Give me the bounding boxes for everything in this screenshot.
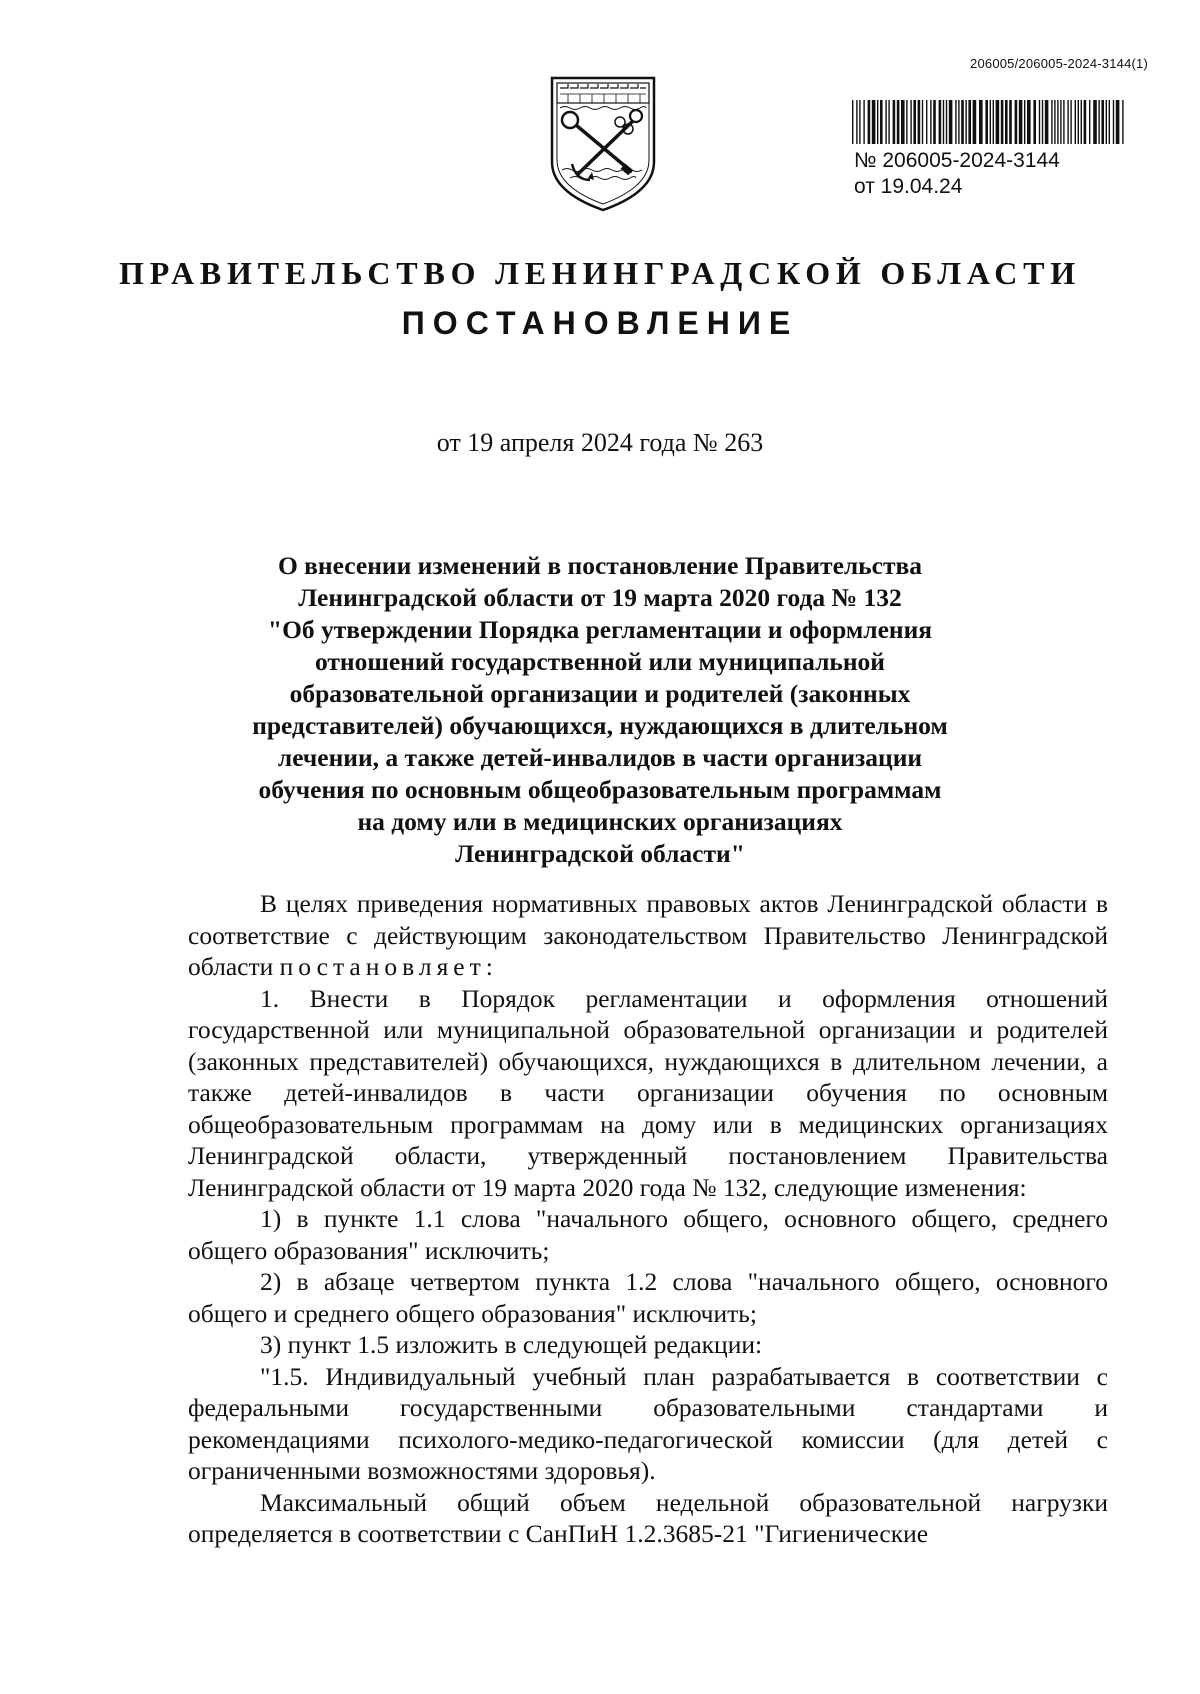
heading-line: на дому или в медицинских организациях xyxy=(357,807,843,836)
coat-of-arms-icon xyxy=(548,74,658,214)
heading-line: образовательной организации и родителей (законных xyxy=(289,679,911,708)
body-paragraph: 3) пункт 1.5 изложить в следующей редакции: xyxy=(260,1330,763,1359)
heading-line: обучения по основным общеобразовательным программам xyxy=(258,775,942,804)
preamble-text: В целях приведения нормативных правовых актов Ленинградской области в соответствие с действующим законодательством Правительство Ленинградской области xyxy=(188,889,1108,981)
body-paragraph: 1. Внести в Порядок регламентации и оформления отношений государственной или муниципальной образовательной организации и родителей (законных представителей) обучающихся, нуждающихся в длительном лечении, а также детей-инвалидов в части организации обучения по основным общеобразовательным программам на дому или в медицинских организациях Ленинградской области, утвержденный постановлением Правительства Ленинградской области от 19 марта 2020 года № 132, следующие изменения: xyxy=(188,983,1108,1202)
body-paragraph: 1) в пункте 1.1 слова "начального общего, основного общего, среднего общего образования" исключить; xyxy=(188,1204,1108,1265)
resolution-body xyxy=(188,888,1108,1550)
barcode-icon xyxy=(852,100,1128,144)
document-reference-code: 206005/206005-2024-3144(1) xyxy=(970,56,1148,71)
body-paragraph: "1.5. Индивидуальный учебный план разрабатывается в соответствии с федеральными государственными образовательными стандартами и рекомендациями психолого-медико-педагогической комиссии (для детей с ограниченными возможностями здоровья). xyxy=(188,1361,1108,1485)
document-type-title: ПОСТАНОВЛЕНИЕ xyxy=(401,305,799,341)
resolution-heading xyxy=(170,550,1030,870)
decree-word: постановляет: xyxy=(279,952,498,981)
registration-number: № 206005-2024-3144 xyxy=(854,149,1060,172)
registration-date: от 19.04.24 xyxy=(854,175,963,198)
government-title: ПРАВИТЕЛЬСТВО ЛЕНИНГРАДСКОЙ ОБЛАСТИ xyxy=(119,255,1081,291)
registration-block xyxy=(852,100,1140,200)
heading-line: "Об утверждении Порядка регламентации и оформления xyxy=(267,615,933,644)
heading-line: представителей) обучающихся, нуждающихся в длительном xyxy=(252,711,948,740)
resolution-date-number: от 19 апреля 2024 года № 263 xyxy=(436,428,764,457)
heading-line: лечении, а также детей-инвалидов в части организации xyxy=(277,743,923,772)
body-paragraph: Максимальный общий объем недельной образовательной нагрузки определяется в соответствии с СанПиН 1.2.3685-21 "Гигиенические xyxy=(188,1487,1108,1548)
heading-line: О внесении изменений в постановление Правительства xyxy=(277,551,923,580)
heading-line: Ленинградской области от 19 марта 2020 года № 132 xyxy=(298,583,902,612)
heading-line: Ленинградской области" xyxy=(455,839,745,868)
preamble-paragraph xyxy=(188,888,1108,983)
body-paragraph: 2) в абзаце четвертом пункта 1.2 слова "начального общего, основного общего и среднего общего образования" исключить; xyxy=(188,1267,1108,1328)
heading-line: отношений государственной или муниципальной xyxy=(314,647,885,676)
